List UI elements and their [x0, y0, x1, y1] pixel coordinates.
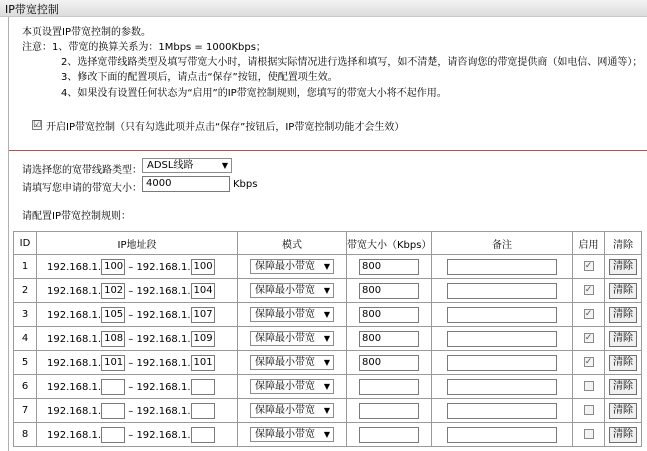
- bandwidth-unit: Kbps: [233, 179, 258, 190]
- col-enable-header: 启用: [573, 232, 605, 255]
- bandwidth-size-input[interactable]: 800: [359, 283, 419, 299]
- ip-start-input[interactable]: [101, 427, 125, 443]
- ip-range-cell: [37, 375, 238, 399]
- ip-start-input[interactable]: 101: [101, 355, 125, 371]
- rules-label: 请配置IP带宽控制规则：: [22, 211, 131, 222]
- note-line-2: 2、选择宽带线路类型及填写带宽大小时，请根据实际情况进行选择和填写，如不清楚，请咨询您的带宽提供商（如电信、网通等）；: [61, 57, 643, 68]
- clear-cell: [605, 303, 642, 327]
- note-input[interactable]: [447, 259, 557, 275]
- clear-button[interactable]: 清除: [609, 403, 637, 419]
- note-input[interactable]: [447, 379, 557, 395]
- col-ip-header: IP地址段: [37, 232, 238, 255]
- chevron-down-icon: ▼: [323, 382, 330, 391]
- clear-cell: [605, 279, 642, 303]
- clear-button[interactable]: 清除: [609, 427, 637, 443]
- bandwidth-cell: [347, 279, 432, 303]
- ip-prefix-end: 192.168.1.: [136, 309, 191, 321]
- mode-cell: [238, 327, 347, 351]
- rule-id: 4: [14, 327, 37, 351]
- table-row: [14, 279, 642, 303]
- mode-select[interactable]: [250, 355, 334, 370]
- bandwidth-cell: [347, 351, 432, 375]
- note-cell: [432, 303, 573, 327]
- bandwidth-label: 请填写您申请的带宽大小：: [22, 183, 142, 194]
- mode-cell: [238, 375, 347, 399]
- ip-prefix-start: 192.168.1.: [47, 309, 102, 321]
- ip-prefix-start: 192.168.1.: [47, 357, 102, 369]
- note-input[interactable]: [447, 427, 557, 443]
- ip-start-input[interactable]: 100: [101, 259, 125, 275]
- clear-cell: [605, 327, 642, 351]
- mode-value: 保障最小带宽: [255, 309, 315, 320]
- mode-cell: [238, 303, 347, 327]
- intro-text: 本页设置IP带宽控制的参数。: [22, 27, 151, 38]
- enable-checkbox[interactable]: ✓: [584, 261, 593, 271]
- ip-range-cell: [37, 279, 238, 303]
- enable-checkbox[interactable]: [584, 429, 594, 439]
- note-cell: [432, 327, 573, 351]
- ip-start-input[interactable]: [101, 403, 125, 419]
- chevron-down-icon: ▼: [221, 161, 228, 170]
- range-dash: –: [125, 405, 137, 417]
- mode-cell: [238, 399, 347, 423]
- ip-start-input[interactable]: 108: [101, 331, 125, 347]
- enable-cell: [573, 399, 605, 423]
- ip-prefix-end: 192.168.1.: [136, 285, 191, 297]
- clear-cell: [605, 423, 642, 447]
- rule-id: 1: [14, 255, 37, 279]
- table-row: [14, 351, 642, 375]
- enable-control-label: 开启IP带宽控制（只有勾选此项并点击“保存”按钮后，IP带宽控制功能才会生效）: [46, 122, 405, 133]
- note-cell: [432, 351, 573, 375]
- ip-prefix-end: 192.168.1.: [136, 333, 191, 345]
- table-row: [14, 327, 642, 351]
- section-divider: [9, 150, 647, 151]
- enable-cell: [573, 255, 605, 279]
- ip-prefix-end: 192.168.1.: [136, 357, 191, 369]
- clear-cell: [605, 255, 642, 279]
- note-line-1: 注意：1、带宽的换算关系为：1Mbps = 1000Kbps；: [22, 42, 266, 53]
- ip-start-input[interactable]: [101, 379, 125, 395]
- clear-button[interactable]: 清除: [609, 283, 637, 299]
- enable-checkbox[interactable]: [584, 381, 594, 391]
- enable-checkbox[interactable]: ✓: [584, 309, 593, 319]
- enable-cell: [573, 375, 605, 399]
- mode-select[interactable]: [250, 403, 334, 418]
- bandwidth-cell: [347, 399, 432, 423]
- mode-value: 保障最小带宽: [255, 405, 315, 416]
- note-input[interactable]: [447, 331, 557, 347]
- mode-value: 保障最小带宽: [255, 381, 315, 392]
- rule-id: 8: [14, 423, 37, 447]
- col-mode-header: 模式: [238, 232, 347, 255]
- mode-value: 保障最小带宽: [255, 357, 315, 368]
- mode-select[interactable]: [250, 427, 334, 442]
- range-dash: –: [125, 333, 137, 345]
- bandwidth-size-input[interactable]: 800: [359, 307, 419, 323]
- note-cell: [432, 423, 573, 447]
- ip-prefix-end: 192.168.1.: [136, 381, 191, 393]
- enable-control-checkbox[interactable]: ☑: [33, 120, 42, 130]
- bandwidth-size-input[interactable]: 800: [359, 259, 419, 275]
- ip-range-cell: [37, 399, 238, 423]
- mode-select[interactable]: [250, 331, 334, 346]
- clear-button[interactable]: 清除: [609, 355, 637, 371]
- ip-range-cell: [37, 303, 238, 327]
- note-line-4: 4、如果没有设置任何状态为“启用”的IP带宽控制规则，您填写的带宽大小将不起作用。: [61, 88, 447, 99]
- table-header-row: [14, 232, 642, 255]
- mode-cell: [238, 279, 347, 303]
- bandwidth-size-input[interactable]: 800: [359, 355, 419, 371]
- enable-cell: [573, 423, 605, 447]
- rule-id: 5: [14, 351, 37, 375]
- note-cell: [432, 375, 573, 399]
- chevron-down-icon: ▼: [323, 262, 330, 271]
- mode-select[interactable]: [250, 379, 334, 394]
- mode-select[interactable]: [250, 307, 334, 322]
- ip-range-cell: [37, 351, 238, 375]
- table-row: [14, 375, 642, 399]
- table-row: [14, 303, 642, 327]
- col-id-header: ID: [14, 232, 37, 255]
- rule-id: 6: [14, 375, 37, 399]
- ip-end-input[interactable]: [191, 427, 215, 443]
- col-note-header: 备注: [432, 232, 573, 255]
- ip-end-input[interactable]: 107: [191, 307, 215, 323]
- ip-prefix-start: 192.168.1.: [47, 285, 102, 297]
- chevron-down-icon: ▼: [323, 334, 330, 343]
- clear-button[interactable]: 清除: [609, 379, 637, 395]
- mode-value: 保障最小带宽: [255, 429, 315, 440]
- ip-prefix-start: 192.168.1.: [47, 261, 102, 273]
- range-dash: –: [125, 309, 137, 321]
- enable-cell: [573, 279, 605, 303]
- range-dash: –: [125, 381, 137, 393]
- note-cell: [432, 399, 573, 423]
- note-cell: [432, 255, 573, 279]
- bandwidth-size-input[interactable]: 800: [359, 331, 419, 347]
- note-line-3: 3、修改下面的配置项后，请点击“保存”按钮，使配置项生效。: [61, 72, 338, 83]
- note-input[interactable]: [447, 355, 557, 371]
- chevron-down-icon: ▼: [323, 310, 330, 319]
- mode-select[interactable]: [250, 283, 334, 298]
- clear-button[interactable]: 清除: [609, 307, 637, 323]
- ip-prefix-end: 192.168.1.: [136, 405, 191, 417]
- mode-select[interactable]: [250, 259, 334, 274]
- enable-cell: [573, 303, 605, 327]
- range-dash: –: [125, 285, 137, 297]
- mode-cell: [238, 255, 347, 279]
- ip-end-input[interactable]: 109: [191, 331, 215, 347]
- mode-value: 保障最小带宽: [255, 261, 315, 272]
- enable-checkbox[interactable]: [584, 405, 594, 415]
- line-type-value: ADSL线路: [147, 160, 194, 171]
- line-type-label: 请选择您的宽带线路类型：: [22, 165, 142, 176]
- table-row: [14, 399, 642, 423]
- mode-value: 保障最小带宽: [255, 285, 315, 296]
- ip-end-input[interactable]: 100: [191, 259, 215, 275]
- mode-value: 保障最小带宽: [255, 333, 315, 344]
- table-row: [14, 255, 642, 279]
- chevron-down-icon: ▼: [323, 430, 330, 439]
- clear-cell: [605, 375, 642, 399]
- bandwidth-cell: [347, 423, 432, 447]
- ip-prefix-start: 192.168.1.: [47, 381, 102, 393]
- ip-prefix-start: 192.168.1.: [47, 429, 102, 441]
- ip-range-cell: [37, 255, 238, 279]
- line-type-select[interactable]: [142, 158, 232, 173]
- chevron-down-icon: ▼: [323, 406, 330, 415]
- ip-end-input[interactable]: 101: [191, 355, 215, 371]
- title-bar: [0, 0, 647, 17]
- bandwidth-size-input[interactable]: [359, 403, 419, 419]
- rule-id: 3: [14, 303, 37, 327]
- ip-prefix-end: 192.168.1.: [136, 429, 191, 441]
- ip-end-input[interactable]: [191, 379, 215, 395]
- ip-prefix-start: 192.168.1.: [47, 405, 102, 417]
- ip-start-input[interactable]: 102: [101, 283, 125, 299]
- ip-end-input[interactable]: [191, 403, 215, 419]
- chevron-down-icon: ▼: [323, 358, 330, 367]
- range-dash: –: [125, 429, 137, 441]
- bandwidth-cell: [347, 327, 432, 351]
- table-row: [14, 423, 642, 447]
- clear-button[interactable]: 清除: [609, 259, 637, 275]
- ip-prefix-end: 192.168.1.: [136, 261, 191, 273]
- enable-checkbox[interactable]: ✓: [584, 333, 593, 343]
- enable-checkbox[interactable]: ✓: [584, 285, 593, 295]
- ip-start-input[interactable]: 105: [101, 307, 125, 323]
- rules-table: [13, 231, 642, 447]
- bandwidth-size-input[interactable]: [359, 379, 419, 395]
- col-bw-header: 带宽大小（Kbps）: [347, 232, 432, 255]
- enable-checkbox[interactable]: ✓: [584, 357, 593, 367]
- bandwidth-size-input[interactable]: [359, 427, 419, 443]
- col-clear-header: 清除: [605, 232, 642, 255]
- note-input[interactable]: [447, 307, 557, 323]
- bandwidth-input[interactable]: 4000: [142, 176, 230, 192]
- rule-id: 2: [14, 279, 37, 303]
- ip-range-cell: [37, 423, 238, 447]
- ip-prefix-start: 192.168.1.: [47, 333, 102, 345]
- bandwidth-cell: [347, 303, 432, 327]
- note-cell: [432, 279, 573, 303]
- clear-button[interactable]: 清除: [609, 331, 637, 347]
- rule-id: 7: [14, 399, 37, 423]
- page-title: IP带宽控制: [5, 3, 59, 16]
- ip-range-cell: [37, 327, 238, 351]
- mode-cell: [238, 351, 347, 375]
- range-dash: –: [125, 261, 137, 273]
- range-dash: –: [125, 357, 137, 369]
- chevron-down-icon: ▼: [323, 286, 330, 295]
- clear-cell: [605, 399, 642, 423]
- note-input[interactable]: [447, 403, 557, 419]
- enable-cell: [573, 351, 605, 375]
- bandwidth-cell: [347, 255, 432, 279]
- bandwidth-cell: [347, 375, 432, 399]
- ip-end-input[interactable]: 104: [191, 283, 215, 299]
- enable-cell: [573, 327, 605, 351]
- note-input[interactable]: [447, 283, 557, 299]
- clear-cell: [605, 351, 642, 375]
- mode-cell: [238, 423, 347, 447]
